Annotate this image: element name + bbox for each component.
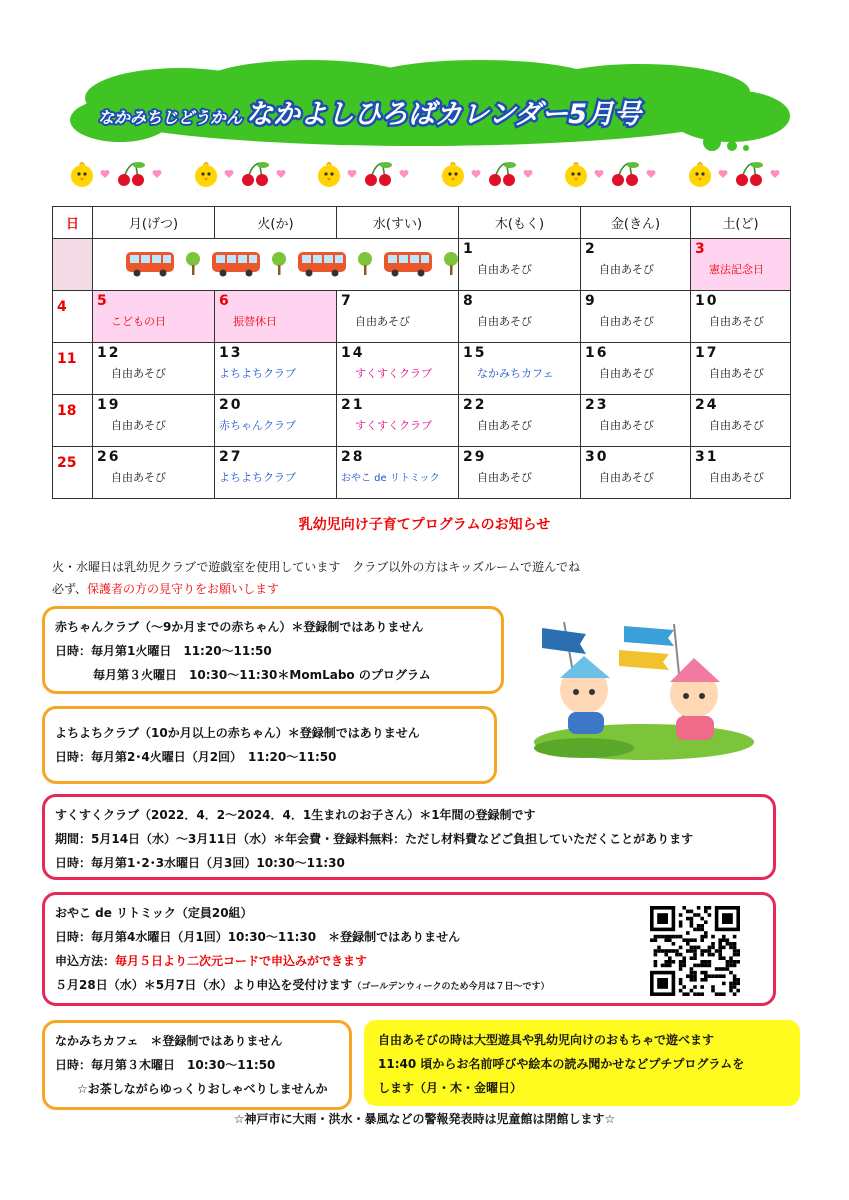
tree-icon — [443, 250, 459, 280]
day-number: 3 — [695, 241, 707, 257]
yochiyochi-club-time: 日時：毎月第2･4火曜日（月2回） 11:20～11:50 — [55, 750, 337, 764]
day-number: 15 — [463, 345, 487, 361]
calendar-cell — [459, 343, 581, 395]
calendar-cell — [581, 343, 691, 395]
free-play-line-2: 11:40 頃からお名前呼びや絵本の読み聞かせなどプチプログラムを — [378, 1057, 745, 1071]
calendar-cell — [337, 395, 459, 447]
rhythmic-accept-note: （ゴールデンウィークのため今月は７日～です） — [352, 982, 550, 992]
day-number: 17 — [695, 345, 719, 361]
notice-prefix: 必ず、 — [52, 582, 88, 596]
weekday-wed: 水(すい) — [337, 207, 459, 239]
day-number: 30 — [585, 449, 609, 465]
weekday-tue: 火(か) — [215, 207, 337, 239]
sukusuku-club-title: すくすくクラブ（2022．4．2～2024．4．1生まれのお子さん）＊1年間の登録制です — [55, 808, 536, 822]
calendar-cell — [691, 291, 791, 343]
calendar-cell — [93, 343, 215, 395]
day-number: 24 — [695, 397, 719, 413]
day-number: 21 — [341, 397, 365, 413]
day-event: 自由あそび — [709, 471, 764, 484]
calendar-table — [52, 206, 791, 499]
chick-cherry-unit — [439, 160, 533, 188]
day-event: 自由あそび — [111, 367, 166, 380]
calendar-cell — [581, 395, 691, 447]
day-event: 自由あそび — [111, 419, 166, 432]
sukusuku-club-period: 期間：5月14日（水）～3月11日（水）＊年会費・登録料無料：ただし材料費などご負担していただくことがあります — [55, 832, 694, 846]
chick-cherry-unit — [68, 160, 162, 188]
calendar-cell — [215, 343, 337, 395]
chick-cherry-unit — [562, 160, 656, 188]
bus-illustration — [97, 241, 454, 281]
calendar-week — [53, 395, 791, 447]
day-event: 自由あそび — [355, 315, 410, 328]
day-number: 6 — [219, 293, 231, 309]
header — [60, 58, 800, 158]
day-number: 20 — [219, 397, 243, 413]
akachan-club-time-1: 日時：毎月第1火曜日 11:20～11:50 — [55, 644, 272, 658]
day-number-sunday: 25 — [53, 447, 93, 499]
day-number: 10 — [695, 293, 719, 309]
day-event: 自由あそび — [599, 367, 654, 380]
rhythmic-title: おやこ de リトミック（定員20組） — [55, 906, 253, 920]
day-number: 9 — [585, 293, 597, 309]
day-number-sunday: 4 — [53, 291, 93, 343]
bus-icon — [297, 249, 347, 281]
day-number: 8 — [463, 293, 475, 309]
day-event: 赤ちゃんクラブ — [219, 419, 296, 432]
chick-cherry-unit — [192, 160, 286, 188]
weekday-thu: 木(もく) — [459, 207, 581, 239]
day-event: よちよちクラブ — [219, 367, 296, 380]
cafe-time: 日時：毎月第３木曜日 10:30～11:50 — [55, 1058, 276, 1072]
calendar-cell — [459, 395, 581, 447]
calendar-cell — [93, 395, 215, 447]
day-number: 23 — [585, 397, 609, 413]
calendar-cell — [691, 395, 791, 447]
day-event: 自由あそび — [599, 471, 654, 484]
day-event: こどもの日 — [111, 315, 166, 328]
calendar-cell — [459, 291, 581, 343]
notice-line-2 — [52, 580, 279, 597]
rhythmic-apply-method: 毎月５日より二次元コードで申込みができます — [115, 954, 368, 968]
calendar-week — [53, 343, 791, 395]
free-play-line-1: 自由あそびの時は大型遊具や乳幼児向けのおもちゃで遊べます — [378, 1033, 715, 1047]
bus-icon — [211, 249, 261, 281]
day-event: 自由あそび — [709, 315, 764, 328]
calendar-cell — [459, 447, 581, 499]
day-number: 2 — [585, 241, 597, 257]
chick-cherry-unit — [686, 160, 780, 188]
footer-warning: ☆神戸市に大雨・洪水・暴風などの警報発表時は児童館は閉館します☆ — [233, 1112, 616, 1126]
day-number-sunday: 11 — [53, 343, 93, 395]
day-number: 13 — [219, 345, 243, 361]
calendar-cell — [581, 239, 691, 291]
day-number: 14 — [341, 345, 365, 361]
calendar-cell — [215, 447, 337, 499]
akachan-club-box — [42, 606, 504, 694]
akachan-club-title: 赤ちゃんクラブ（～9か月までの赤ちゃん）＊登録制ではありません — [55, 620, 424, 634]
weekday-sat: 土(ど) — [691, 207, 791, 239]
sukusuku-club-time: 日時：毎月第1･2･3水曜日（月3回）10:30～11:30 — [55, 856, 345, 870]
cafe-note: ☆お茶しながらゆっくりおしゃべりしませんか — [77, 1082, 328, 1096]
bus-icon — [125, 249, 175, 281]
rhythmic-accept-date: ５月28日（水）＊5月7日（水）より申込を受付けます — [55, 978, 353, 992]
calendar-cell — [691, 343, 791, 395]
rhythmic-time: 日時：毎月第4水曜日（月1回）10:30～11:30 ＊登録制ではありません — [55, 930, 461, 944]
day-event: 振替休日 — [233, 315, 277, 328]
notice-title: 乳幼児向け子育てプログラムのお知らせ — [298, 517, 551, 533]
rhythmic-apply-label: 申込方法： — [55, 954, 116, 968]
calendar-cell — [581, 447, 691, 499]
calendar-cell — [215, 395, 337, 447]
calendar-cell-holiday — [215, 291, 337, 343]
day-event: 自由あそび — [599, 419, 654, 432]
day-number: 27 — [219, 449, 243, 465]
day-number: 12 — [97, 345, 121, 361]
tree-icon — [271, 250, 287, 280]
day-number: 7 — [341, 293, 353, 309]
tree-icon — [357, 250, 373, 280]
calendar-cell — [337, 447, 459, 499]
day-event: 自由あそび — [599, 263, 654, 276]
qr-code[interactable] — [650, 906, 740, 996]
day-event: おやこ de リトミック — [341, 473, 440, 484]
day-number: 28 — [341, 449, 365, 465]
free-play-line-3: します（月・木・金曜日） — [378, 1081, 523, 1095]
calendar-cell — [337, 343, 459, 395]
day-event: 自由あそび — [709, 419, 764, 432]
day-event: すくすくクラブ — [355, 367, 432, 380]
calendar-week — [53, 291, 791, 343]
weekday-sun: 日 — [53, 207, 93, 239]
free-play-box — [364, 1020, 800, 1106]
day-event: よちよちクラブ — [219, 471, 296, 484]
yochiyochi-club-title: よちよちクラブ（10か月以上の赤ちゃん）＊登録制ではありません — [55, 726, 420, 740]
calendar-cell — [581, 291, 691, 343]
weekday-mon: 月(げつ) — [93, 207, 215, 239]
calendar-cell — [337, 291, 459, 343]
day-event: 自由あそび — [111, 471, 166, 484]
notice-line-1: 火・水曜日は乳幼児クラブで遊戯室を使用しています クラブ以外の方はキッズルームで遊んでね — [52, 560, 581, 574]
day-event: 自由あそび — [599, 315, 654, 328]
bus-illustration-cell — [93, 239, 459, 291]
bus-icon — [383, 249, 433, 281]
chick-cherry-unit — [315, 160, 409, 188]
day-number-sunday: 18 — [53, 395, 93, 447]
day-number: 5 — [97, 293, 109, 309]
calendar-week — [53, 239, 791, 291]
header-subtitle: なかみちじどうかん — [98, 108, 243, 127]
calendar-header-row — [53, 207, 791, 239]
yochiyochi-club-box — [42, 706, 497, 784]
day-number: 31 — [695, 449, 719, 465]
cafe-title: なかみちカフェ ＊登録制ではありません — [55, 1034, 283, 1048]
day-event: 憲法記念日 — [709, 263, 764, 276]
calendar-cell — [691, 447, 791, 499]
akachan-club-time-2: 毎月第３火曜日 10:30～11:30＊MomLabo のプログラム — [93, 668, 431, 682]
day-event: 自由あそび — [477, 471, 532, 484]
cafe-box — [42, 1020, 352, 1110]
calendar-cell — [459, 239, 581, 291]
day-number: 22 — [463, 397, 487, 413]
day-event: すくすくクラブ — [355, 419, 432, 432]
sukusuku-club-box — [42, 794, 776, 880]
day-event: 自由あそび — [477, 315, 532, 328]
calendar-cell-empty — [53, 239, 93, 291]
notice-warning: 保護者の方の見守りをお願いします — [87, 582, 280, 596]
day-number: 1 — [463, 241, 475, 257]
calendar-cell — [93, 447, 215, 499]
day-event: 自由あそび — [477, 263, 532, 276]
day-event: 自由あそび — [709, 367, 764, 380]
day-number: 19 — [97, 397, 121, 413]
calendar-cell-holiday — [691, 239, 791, 291]
calendar-week — [53, 447, 791, 499]
day-number: 26 — [97, 449, 121, 465]
chick-cherry-decoration — [68, 156, 780, 192]
tree-icon — [185, 250, 201, 280]
day-number: 29 — [463, 449, 487, 465]
day-event: なかみちカフェ — [477, 367, 554, 380]
weekday-fri: 金(きん) — [581, 207, 691, 239]
day-number: 16 — [585, 345, 609, 361]
day-event: 自由あそび — [477, 419, 532, 432]
page-title: なかよしひろばカレンダー5月号 — [246, 99, 642, 130]
children-carp-streamer-illustration — [524, 614, 764, 764]
calendar-cell-holiday — [93, 291, 215, 343]
